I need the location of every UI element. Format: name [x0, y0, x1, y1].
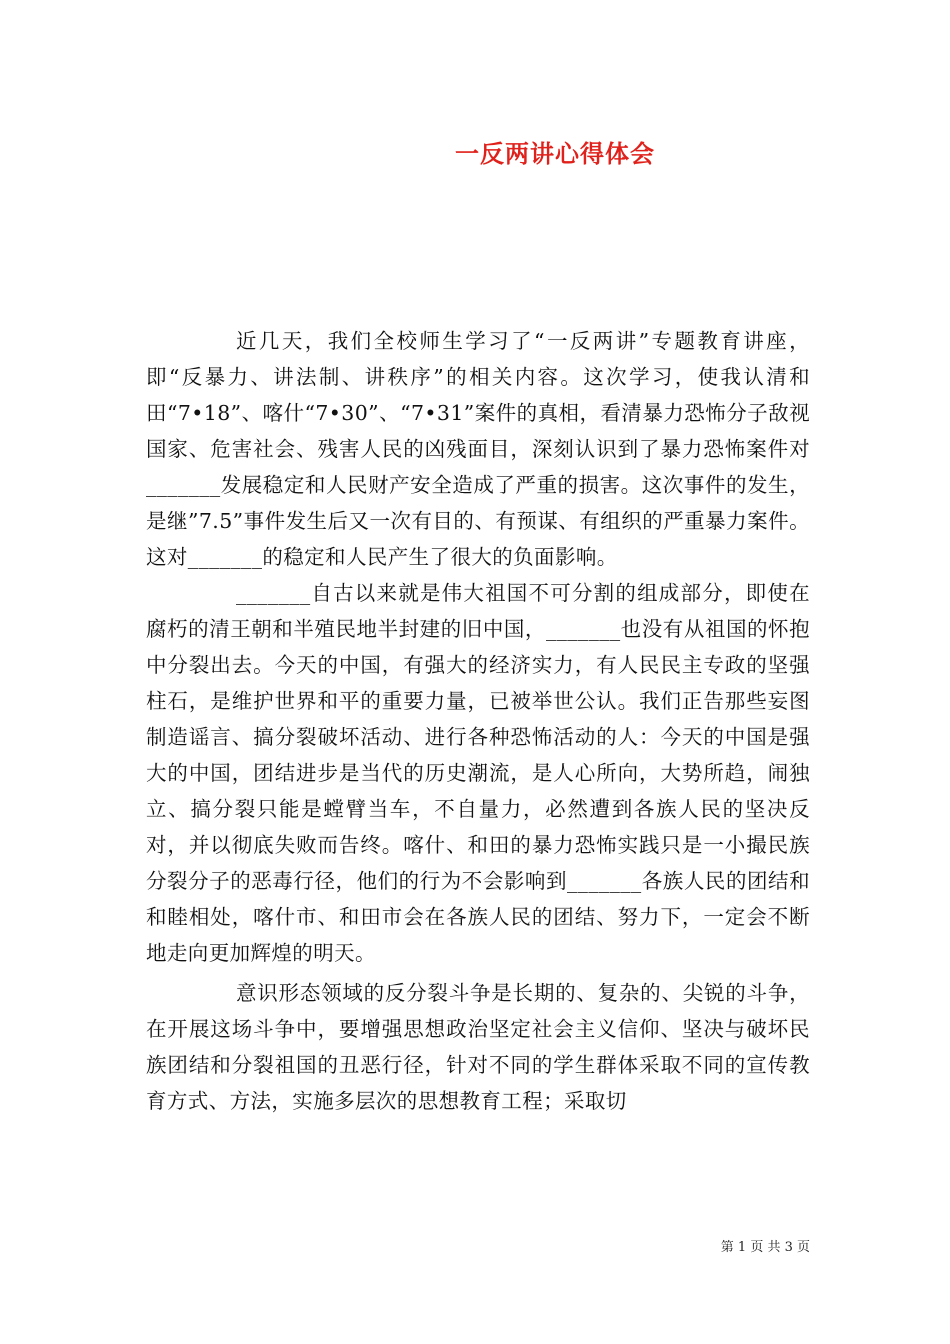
- paragraph-1: 近几天，我们全校师生学习了“一反两讲”专题教育讲座，即“反暴力、讲法制、讲秩序”的相关内容。这次学习，使我认清和田“7•18”、喀什“7•30”、“7•31”案件的真相，看清暴力恐怖分子敌视国家、危害社会、残害人民的凶残面目，深刻认识到了暴力恐怖案件对_______发展稳定和人民财产安全造成了严重的损害。这次事件的发生，是继”7.5”事件发生后又一次有目的、有预谋、有组织的严重暴力案件。这对_______的稳定和人民产生了很大的负面影响。: [146, 329, 810, 569]
- paragraph-3: 意识形态领域的反分裂斗争是长期的、复杂的、尖锐的斗争，在开展这场斗争中，要增强思想政治坚定社会主义信仰、坚决与破坏民族团结和分裂祖国的丑恶行径，针对不同的学生群体采取不同的宣传教育方式、方法，实施多层次的思想教育工程；采取切: [146, 981, 810, 1113]
- paragraph-2: _______自古以来就是伟大祖国不可分割的组成部分，即使在腐朽的清王朝和半殖民地半封建的旧中国，_______也没有从祖国的怀抱中分裂出去。今天的中国，有强大的经济实力，有人民民主专政的坚强柱石，是维护世界和平的重要力量，已被举世公认。我们正告那些妄图制造谣言、搞分裂破坏活动、进行各种恐怖活动的人：今天的中国是强大的中国，团结进步是当代的历史潮流，是人心所向，大势所趋，闹独立、搞分裂只能是螳臂当车，不自量力，必然遭到各族人民的坚决反对，并以彻底失败而告终。喀什、和田的暴力恐怖实践只是一小撮民族分裂分子的恶毒行径，他们的行为不会影响到_______各族人民的团结和和睦相处，喀什市、和田市会在各族人民的团结、努力下，一定会不断地走向更加辉煌的明天。: [146, 581, 810, 965]
- page-footer: 第 1 页 共 3 页: [720, 1240, 810, 1255]
- document-body: [146, 323, 810, 1119]
- document-title: 一反两讲心得体会: [455, 139, 655, 168]
